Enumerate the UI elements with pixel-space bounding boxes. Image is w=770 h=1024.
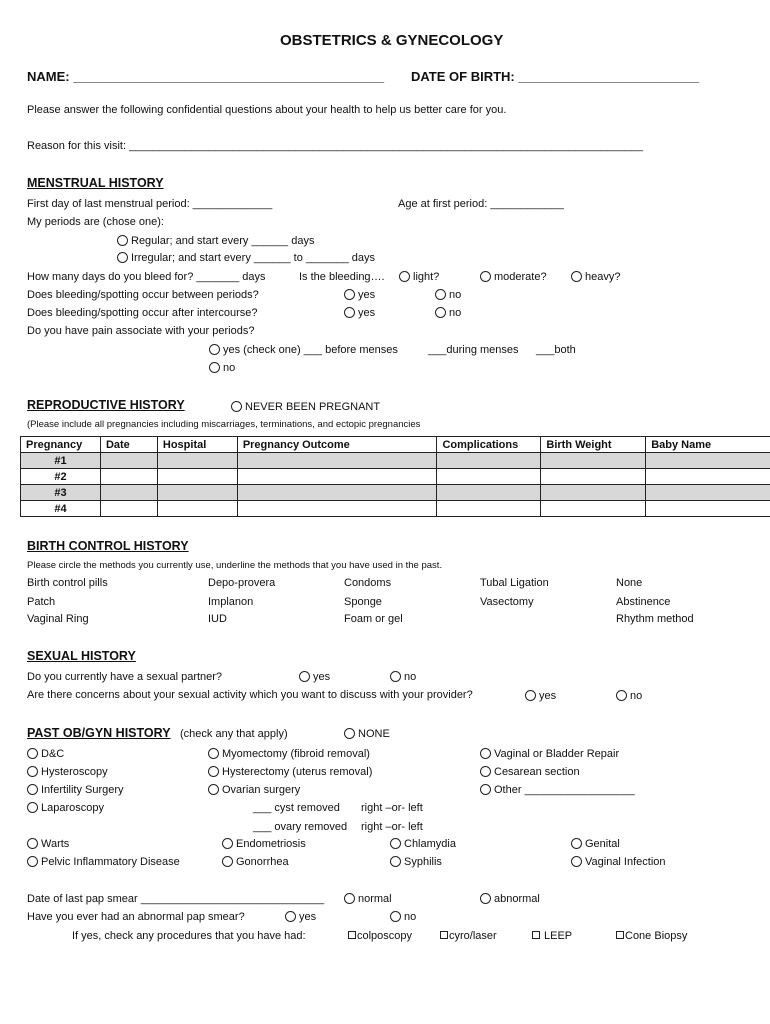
after-yes[interactable]: yes [344, 306, 375, 320]
radio-icon [344, 893, 355, 904]
method-item[interactable]: Sponge [344, 596, 382, 608]
radio-icon [480, 893, 491, 904]
past-heading: PAST OB/GYN HISTORY [27, 726, 171, 740]
past-none-option[interactable]: NONE [344, 727, 390, 741]
method-item[interactable]: Rhythm method [616, 613, 694, 625]
menstrual-heading: MENSTRUAL HISTORY [27, 176, 164, 190]
table-cell[interactable] [541, 485, 646, 501]
checkbox-icon [616, 931, 624, 939]
form-title: OBSTETRICS & GYNECOLOGY [280, 32, 504, 49]
table-cell[interactable] [157, 501, 237, 517]
table-cell[interactable] [541, 469, 646, 485]
radio-icon [222, 838, 233, 849]
radio-icon [117, 235, 128, 246]
method-item[interactable]: Condoms [344, 577, 392, 589]
partner-yes[interactable]: yes [299, 670, 330, 684]
table-cell[interactable] [437, 453, 541, 469]
warts-option[interactable]: Warts [27, 837, 69, 851]
radio-icon [525, 690, 536, 701]
concerns-no[interactable]: no [616, 689, 642, 703]
moderate-option[interactable]: moderate? [480, 270, 547, 284]
pap-normal-option[interactable]: normal [344, 892, 392, 906]
radio-icon [27, 856, 38, 867]
table-row [21, 485, 770, 501]
method-item[interactable]: Birth control pills [27, 577, 108, 589]
after-no[interactable]: no [435, 306, 461, 320]
pregnancy-table [20, 436, 770, 517]
radio-icon [27, 802, 38, 813]
radio-icon [390, 838, 401, 849]
cyst-side: right –or- left [361, 802, 423, 814]
intro-text: Please answer the following confidential questions about your health to help us better care for you. [27, 104, 507, 116]
table-cell[interactable] [157, 485, 237, 501]
periods-question: My periods are (chose one): [27, 216, 164, 228]
radio-icon [399, 271, 410, 282]
radio-icon [480, 271, 491, 282]
radio-icon [390, 856, 401, 867]
partner-question: Do you currently have a sexual partner? [27, 671, 223, 683]
table-cell[interactable] [100, 453, 157, 469]
table-cell[interactable] [100, 501, 157, 517]
birth-control-note: Please circle the methods you currently use, underline the methods that you have used in the past. [27, 560, 443, 571]
ovary-side: right –or- left [361, 821, 423, 833]
cesarean-option[interactable]: Cesarean section [480, 765, 580, 779]
column-header: Baby Name [646, 437, 770, 453]
cryo-check[interactable]: cyro/laser [440, 929, 497, 943]
abnormal-pap-no[interactable]: no [390, 910, 416, 924]
after-question: Does bleeding/spotting occur after intercourse? [27, 307, 258, 319]
heavy-option[interactable]: heavy? [571, 270, 620, 284]
both-field[interactable]: ___both [536, 344, 576, 356]
table-row [21, 453, 770, 469]
dob-field[interactable]: DATE OF BIRTH: _________________________ [411, 69, 700, 84]
concerns-question: Are there concerns about your sexual activity which you want to discuss with your provider? [27, 689, 473, 701]
cyst-removed-field[interactable]: ___ cyst removed [253, 802, 340, 814]
other-option[interactable]: Other __________________ [480, 783, 635, 797]
ovarian-surgery-option[interactable]: Ovarian surgery [208, 783, 300, 797]
between-no[interactable]: no [435, 288, 461, 302]
table-header-row [21, 437, 770, 453]
radio-icon [480, 766, 491, 777]
radio-icon [571, 856, 582, 867]
table-cell[interactable] [157, 453, 237, 469]
is-bleeding-label: Is the bleeding…. [299, 271, 385, 283]
radio-icon [480, 748, 491, 759]
table-cell[interactable] [437, 469, 541, 485]
check-any-note: (check any that apply) [180, 728, 288, 740]
radio-icon [344, 289, 355, 300]
chlamydia-option[interactable]: Chlamydia [390, 837, 456, 851]
radio-icon [27, 838, 38, 849]
between-question: Does bleeding/spotting occur between periods? [27, 289, 259, 301]
table-cell[interactable] [646, 453, 770, 469]
table-cell[interactable] [541, 453, 646, 469]
radio-icon [480, 784, 491, 795]
infertility-option[interactable]: Infertility Surgery [27, 783, 124, 797]
checkbox-icon [440, 931, 448, 939]
row-label: #1 [21, 453, 101, 469]
radio-icon [27, 784, 38, 795]
radio-icon [231, 401, 242, 412]
hysteroscopy-option[interactable]: Hysteroscopy [27, 765, 108, 779]
table-cell[interactable] [157, 469, 237, 485]
radio-icon [208, 748, 219, 759]
table-row [21, 501, 770, 517]
pain-no[interactable]: no [209, 361, 235, 375]
checkbox-icon [348, 931, 356, 939]
cone-biopsy-check[interactable]: Cone Biopsy [616, 929, 687, 943]
radio-icon [571, 838, 582, 849]
regular-option[interactable]: Regular; and start every ______ days [117, 234, 314, 248]
pap-abnormal-option[interactable]: abnormal [480, 892, 540, 906]
method-item[interactable]: Vaginal Ring [27, 613, 89, 625]
method-item[interactable]: Vasectomy [480, 596, 534, 608]
method-item[interactable]: Patch [27, 596, 56, 608]
birth-control-heading: BIRTH CONTROL HISTORY [27, 539, 189, 553]
vaginal-repair-option[interactable]: Vaginal or Bladder Repair [480, 747, 619, 761]
radio-icon [616, 690, 627, 701]
during-menses-field[interactable]: ___during menses [428, 344, 519, 356]
radio-icon [344, 307, 355, 318]
sexual-heading: SEXUAL HISTORY [27, 649, 136, 663]
column-header: Date [100, 437, 157, 453]
radio-icon [344, 728, 355, 739]
method-item[interactable]: Implanon [208, 596, 254, 608]
radio-icon [208, 784, 219, 795]
syphilis-option[interactable]: Syphilis [390, 855, 442, 869]
between-yes[interactable]: yes [344, 288, 375, 302]
radio-icon [435, 307, 446, 318]
row-label: #4 [21, 501, 101, 517]
irregular-option[interactable]: Irregular; and start every ______ to _______ days [117, 251, 375, 265]
laparoscopy-option[interactable]: Laparoscopy [27, 801, 104, 815]
method-item[interactable]: Foam or gel [344, 613, 403, 625]
column-header: Birth Weight [541, 437, 646, 453]
row-label: #2 [21, 469, 101, 485]
radio-icon [117, 252, 128, 263]
first-day-field[interactable]: First day of last menstrual period: _____________ [27, 198, 273, 210]
endometriosis-option[interactable]: Endometriosis [222, 837, 306, 851]
radio-icon [390, 911, 401, 922]
table-cell[interactable] [646, 469, 770, 485]
myomectomy-option[interactable]: Myomectomy (fibroid removal) [208, 747, 370, 761]
reproductive-note: (Please include all pregnancies including miscarriages, terminations, and ectopic pregnancies [27, 419, 421, 430]
concerns-yes[interactable]: yes [525, 689, 556, 703]
method-item[interactable]: Depo-provera [208, 577, 276, 589]
light-option[interactable]: light? [399, 270, 439, 284]
radio-icon [285, 911, 296, 922]
method-item[interactable]: IUD [208, 613, 227, 625]
table-cell[interactable] [646, 501, 770, 517]
column-header: Complications [437, 437, 541, 453]
radio-icon [209, 344, 220, 355]
pid-option[interactable]: Pelvic Inflammatory Disease [27, 855, 180, 869]
radio-icon [435, 289, 446, 300]
table-cell[interactable] [646, 485, 770, 501]
ovary-removed-field[interactable]: ___ ovary removed [253, 821, 348, 833]
method-item[interactable]: Abstinence [616, 596, 671, 608]
table-cell[interactable] [100, 485, 157, 501]
table-cell[interactable] [437, 501, 541, 517]
table-cell[interactable] [100, 469, 157, 485]
radio-icon [222, 856, 233, 867]
age-first-field[interactable]: Age at first period: ____________ [398, 198, 564, 210]
table-cell[interactable] [237, 485, 437, 501]
abnormal-pap-question: Have you ever had an abnormal pap smear? [27, 911, 245, 923]
pain-yes[interactable]: yes (check one) ___ before menses [209, 343, 398, 357]
reproductive-heading: REPRODUCTIVE HISTORY [27, 398, 185, 412]
column-header: Pregnancy Outcome [237, 437, 437, 453]
vaginal-infection-option[interactable]: Vaginal Infection [571, 855, 666, 869]
radio-icon [571, 271, 582, 282]
table-cell[interactable] [437, 485, 541, 501]
partner-no[interactable]: no [390, 670, 416, 684]
table-cell[interactable] [237, 453, 437, 469]
reason-field[interactable]: Reason for this visit: ____________________________________________________________________________________ [27, 140, 643, 152]
dc-option[interactable]: D&C [27, 747, 64, 761]
table-row [21, 469, 770, 485]
radio-icon [27, 748, 38, 759]
never-pregnant-option[interactable]: NEVER BEEN PREGNANT [231, 400, 380, 414]
radio-icon [299, 671, 310, 682]
abnormal-pap-yes[interactable]: yes [285, 910, 316, 924]
gonorrhea-option[interactable]: Gonorrhea [222, 855, 289, 869]
column-header: Hospital [157, 437, 237, 453]
procedures-question: If yes, check any procedures that you have had: [72, 930, 306, 942]
row-label: #3 [21, 485, 101, 501]
genital-option[interactable]: Genital [571, 837, 620, 851]
bleed-days-field[interactable]: How many days do you bleed for? _______ days [27, 271, 266, 283]
radio-icon [208, 766, 219, 777]
colposcopy-check[interactable]: colposcopy [348, 929, 412, 943]
name-field[interactable]: NAME: ___________________________________________ [27, 69, 385, 84]
radio-icon [390, 671, 401, 682]
checkbox-icon [532, 931, 540, 939]
radio-icon [209, 362, 220, 373]
radio-icon [27, 766, 38, 777]
table-cell[interactable] [541, 501, 646, 517]
method-item[interactable]: Tubal Ligation [480, 577, 549, 589]
column-header: Pregnancy [21, 437, 101, 453]
last-pap-field[interactable]: Date of last pap smear ______________________________ [27, 893, 325, 905]
table-cell[interactable] [237, 469, 437, 485]
hysterectomy-option[interactable]: Hysterectomy (uterus removal) [208, 765, 372, 779]
leep-check[interactable]: LEEP [532, 929, 572, 943]
method-item[interactable]: None [616, 577, 643, 589]
table-cell[interactable] [237, 501, 437, 517]
pain-question: Do you have pain associate with your periods? [27, 325, 255, 337]
